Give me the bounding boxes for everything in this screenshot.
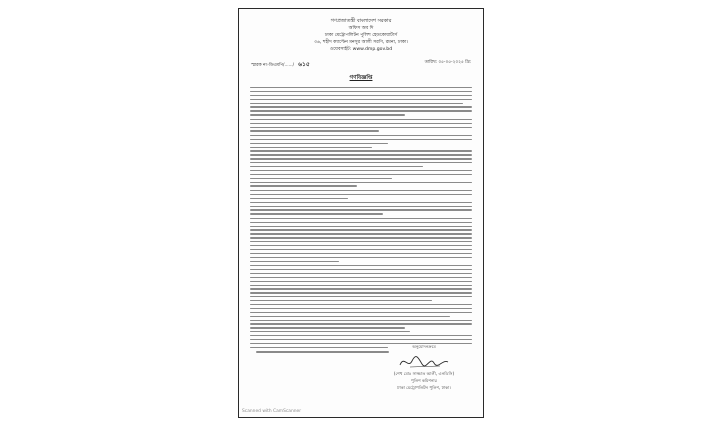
date: তারিখ: ০৫-০৫-২০২৫ খ্রি: xyxy=(424,60,471,65)
signatory-office: ঢাকা মেট্রোপলিটন পুলিশ, ঢাকা। xyxy=(397,385,451,390)
document-page xyxy=(238,8,484,418)
header-line-1: গণপ্রজাতন্ত্রী বাংলাদেশ সরকার xyxy=(330,18,392,24)
letterhead xyxy=(239,18,483,53)
paragraph-5 xyxy=(250,265,472,348)
reference-row xyxy=(251,59,471,70)
header-line-4: ৩৬, শহীদ ক্যাপ্টেন মনসুর আলী সরণি, রমনা, ঢাকা। xyxy=(314,40,408,45)
signature-block xyxy=(379,344,469,392)
paragraph-intro xyxy=(250,87,472,116)
scanner-watermark: Scanned with CamScanner xyxy=(242,409,302,414)
notice-body xyxy=(250,87,472,339)
signatory-name: (শেখ মোঃ সাজ্জাত আলী, এনডিসি) xyxy=(393,371,455,376)
header-line-2: অফিস অব দি xyxy=(348,26,374,31)
signatory-designation: পুলিশ কমিশনার xyxy=(411,378,437,383)
paragraph-4 xyxy=(250,218,472,262)
signature-label: অনুমোদনক্রমে xyxy=(412,344,436,349)
signature-scribble xyxy=(396,353,452,371)
paragraph-1 xyxy=(250,119,472,132)
paragraph-2 xyxy=(250,135,472,187)
reference-number: স্মারক নং-ডিএমপি/....../ ৬১৫ xyxy=(251,61,310,68)
header-line-3: ঢাকা মেট্রোপলিটন পুলিশ হেডকোয়ার্টার্স xyxy=(324,33,398,38)
memo-number: ৬১৫ xyxy=(298,61,310,68)
header-website: ওয়েবসাইট: www.dmp.gov.bd xyxy=(329,47,393,52)
page-title: গণবিজ্ঞপ্তি xyxy=(349,75,373,81)
paragraph-3 xyxy=(250,190,472,215)
